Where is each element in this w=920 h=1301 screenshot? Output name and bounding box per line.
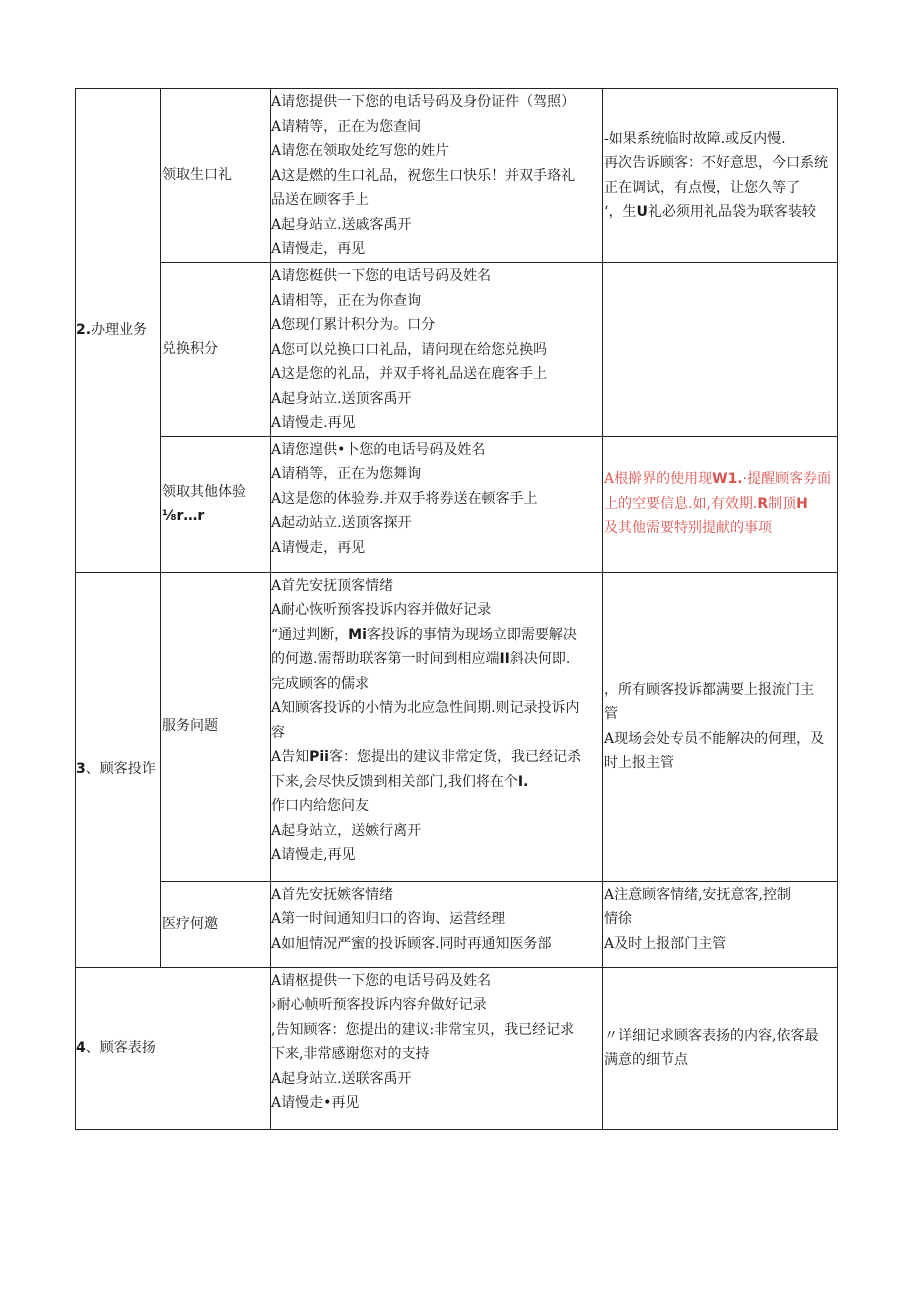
note-experience	[603, 436, 838, 572]
script-fragment: “通过判断，	[271, 626, 349, 643]
section-4-cell	[76, 967, 271, 1129]
item-sublabel: ⅛r…r	[162, 508, 205, 524]
script-line: A您现仃累计积分为。口分	[271, 317, 436, 333]
note-fragment: R	[757, 495, 769, 512]
note-service-issue	[603, 572, 838, 881]
note-line: A及时上报部门主管	[604, 935, 727, 952]
script-line: A请您梃供一下您的电话号码及姓名	[271, 268, 492, 284]
section-3-cell	[76, 572, 161, 967]
note-line: 管	[604, 706, 618, 722]
note-line: 及其他需要特别提献的事项	[604, 520, 772, 537]
script-experience	[271, 436, 603, 572]
script-line: A请您在领取处纥写您的姓片	[271, 143, 450, 159]
script-line: 下来,非常感谢您对的支持	[271, 1046, 430, 1062]
script-line: 品送在顾客手上	[271, 192, 369, 208]
note-line: A注意顾客情绪,安抚意客,控制	[604, 886, 792, 903]
script-line: A请慢走，再见	[271, 241, 366, 257]
script-line: A首先安抚顶客情绪	[271, 577, 394, 594]
note-line: -如果系统临时故障.或反内慢.	[604, 130, 786, 147]
row-service-issue	[76, 572, 838, 881]
note-fragment: ‘，生	[604, 204, 637, 220]
script-fragment: Pii	[309, 749, 329, 765]
note-line	[604, 200, 833, 225]
note-fragment: 上的空要信息.如,有效期.	[604, 495, 758, 512]
section-label: 、顾客投诈	[85, 761, 156, 778]
script-line: 完成顾客的儒求	[271, 675, 369, 692]
note-fragment: A根擀界的使用现	[604, 471, 713, 488]
script-line: 作口内给您问友	[271, 798, 369, 814]
script-line: A请稍等，正在为您舞询	[271, 466, 422, 482]
note-line	[604, 492, 833, 517]
row-points-exchange	[76, 263, 838, 437]
note-fragment: U	[636, 204, 648, 220]
script-line	[271, 647, 598, 672]
section-2-cell	[76, 89, 161, 573]
script-fragment: I.	[517, 773, 529, 790]
row-experience	[76, 436, 838, 572]
script-line: A耐心恢听预客投诉内容并做好记录	[271, 602, 492, 618]
script-line	[271, 623, 598, 648]
note-line: ，所有顾客投诉都满要上报流门主	[604, 681, 814, 698]
note-line: 〃详细记求顾客表扬的内容,依客最	[604, 1027, 819, 1044]
script-line: A请慢走,再见	[271, 847, 356, 863]
section-label: 办理业务	[91, 322, 148, 338]
item-label: 领取生口礼	[162, 167, 232, 184]
item-label: 兑换积分	[162, 341, 218, 357]
script-line: A请您遑供•卜您的电话号码及姓名	[271, 441, 486, 458]
script-points-exchange	[271, 263, 603, 437]
script-line: A第一时间通知归口的咨询、运营经理	[271, 911, 506, 927]
service-script-table	[75, 88, 838, 1130]
item-points-exchange	[161, 263, 271, 437]
script-line: A请您提供一下您的电话号码及身份证件（驾照）	[271, 94, 576, 110]
section-label: 、顾客表扬	[85, 1039, 156, 1056]
section-number: 3	[76, 761, 86, 778]
note-fragment: W1.	[712, 471, 743, 488]
script-line: 容	[271, 724, 285, 741]
script-birthday-gift	[271, 89, 603, 263]
script-line: A这是燃的生口礼品，祝您生口快乐！并双手珞礼	[271, 167, 576, 184]
script-fragment: 下来,会尽快反馈到相关部门,我们将在个	[271, 773, 518, 790]
script-praise	[271, 967, 603, 1129]
script-fragment: A告知	[271, 749, 310, 765]
script-line: A请相等，正在为你查询	[271, 292, 422, 309]
item-label: 服务问题	[162, 718, 218, 735]
row-medical-issue	[76, 881, 838, 967]
script-line	[271, 770, 598, 795]
script-line: A起动站立.送顶客探开	[271, 515, 412, 531]
script-line: A起身站立.送顶客禹开	[271, 390, 412, 407]
script-line: ,告知顾客：您提出的建议:非常宝贝，我已经记求	[271, 1021, 575, 1038]
note-line: A现场会处专员不能解决的何理，及	[604, 730, 825, 747]
note-line: 时上报主管	[604, 755, 674, 771]
section-number: 2.	[76, 322, 92, 338]
note-medical-issue	[603, 881, 838, 967]
item-label: 医疗何邀	[162, 915, 218, 932]
script-line: A请精等，正在为您查间	[271, 118, 422, 135]
note-fragment: H	[796, 495, 808, 512]
note-birthday-gift	[603, 89, 838, 263]
script-fragment: 的何遨.需帮助联客第一时间到相应端	[271, 651, 500, 667]
script-line: A起身站立，送嫉行离开	[271, 822, 422, 839]
script-fragment: II	[499, 651, 510, 667]
script-line: A起身站立.送戚客禹开	[271, 216, 412, 233]
script-line: A请枢提供一下您的电话号码及姓名	[271, 972, 492, 989]
script-line: A起身站立.送联客禹开	[271, 1070, 412, 1087]
script-line: A如旭情况严蜜的投诉顾客.同时再通知医务部	[271, 935, 552, 952]
script-line: A您可以兑换口口礼品，请问现在给您兑换吗	[271, 341, 548, 358]
item-medical-issue	[161, 881, 271, 967]
note-fragment: 礼必须用礼品袋为联客装较	[647, 204, 816, 220]
script-service-issue	[271, 572, 603, 881]
script-line: A这是您的体验券.并双手将券送在顿客手上	[271, 490, 538, 507]
script-line: A这是您的礼品，并双手将礼品送在鹿客手上	[271, 366, 548, 382]
script-fragment: Mi	[348, 626, 367, 643]
script-line: A请慢走•再见	[271, 1095, 360, 1111]
note-line: 再次告诉顾客：不好意思，今口系统	[604, 155, 828, 171]
script-line	[271, 745, 598, 770]
script-line: A请慢走.再见	[271, 415, 356, 431]
script-line: ›耐心帧听预客投诉内容弁做好记录	[271, 997, 487, 1013]
note-fragment: ·提醒顾客券面	[742, 471, 832, 488]
note-line: 满意的细节点	[604, 1052, 688, 1068]
script-line: A知顾客投诉的小情为北应急性间期.则记录投诉内	[271, 700, 580, 716]
item-birthday-gift	[161, 89, 271, 263]
note-line: 情徐	[604, 911, 632, 927]
item-service-issue	[161, 572, 271, 881]
note-praise	[603, 967, 838, 1129]
script-fragment: 客：您提出的建议非常定货，我已经记杀	[328, 749, 581, 765]
item-experience	[161, 436, 271, 572]
script-medical-issue	[271, 881, 603, 967]
note-fragment: 制顶	[768, 495, 797, 512]
row-birthday-gift	[76, 89, 838, 263]
note-line: 正在调试，有点慢，让您久等了	[604, 179, 800, 196]
script-fragment: 斜决何即.	[509, 651, 571, 667]
note-points-exchange	[603, 263, 838, 437]
script-line: A请慢走，再见	[271, 539, 366, 556]
item-label: 领取其他体验	[162, 483, 246, 500]
script-line: A首先安抚嫉客情绪	[271, 886, 394, 903]
row-praise	[76, 967, 838, 1129]
script-fragment: 客投诉的事情为现场立即需要解决	[366, 626, 577, 643]
section-number: 4	[76, 1039, 86, 1056]
note-line	[604, 467, 833, 492]
